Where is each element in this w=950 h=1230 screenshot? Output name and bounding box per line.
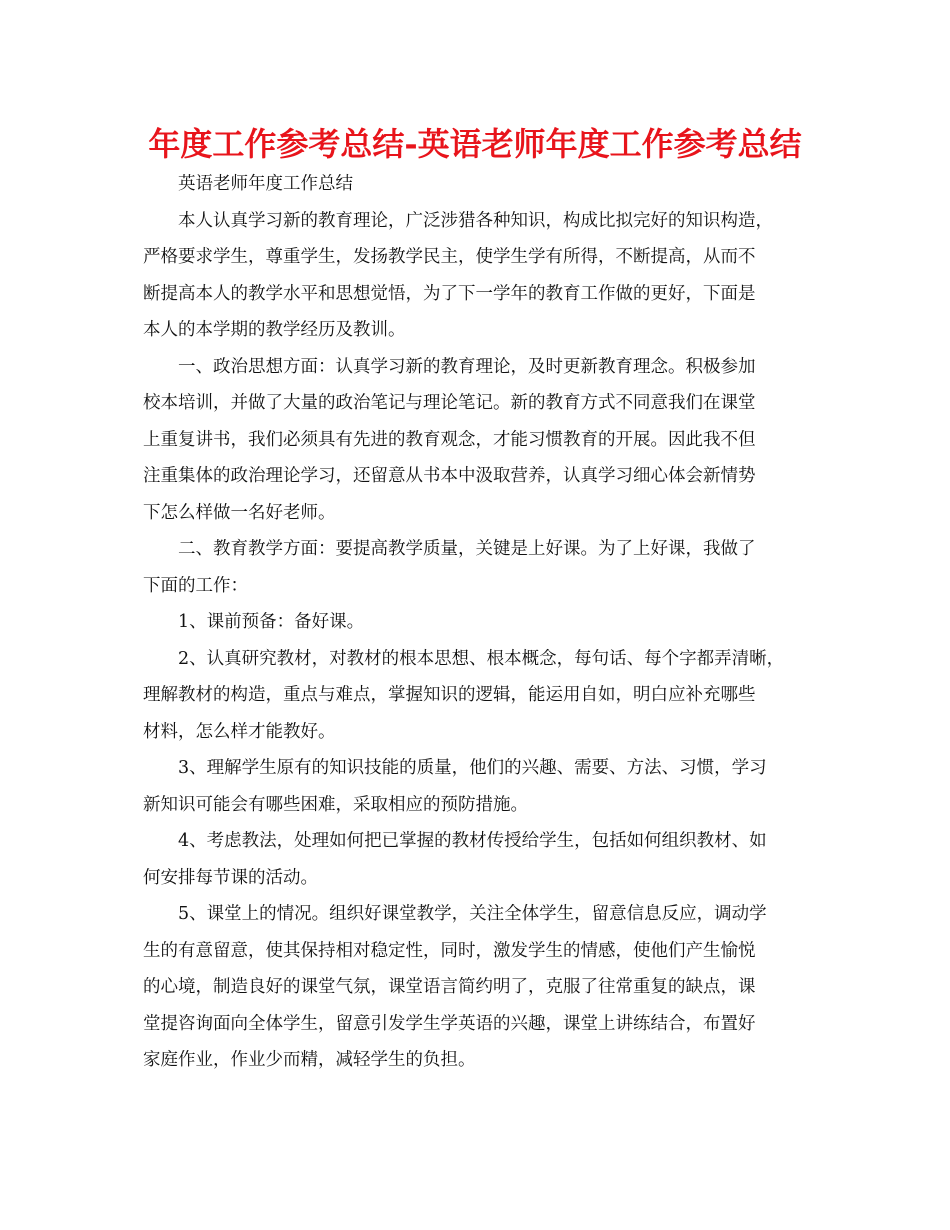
text-line: 本人认真学习新的教育理论，广泛涉猎各种知识，构成比拟完好的知识构造， <box>178 210 773 231</box>
text-line: 何安排每节课的活动。 <box>143 867 318 888</box>
text-line: 材料，怎么样才能教好。 <box>143 721 336 742</box>
text-line: 5、课堂上的情况。组织好课堂教学，关注全体学生，留意信息反应，调动学 <box>178 904 767 924</box>
text-line: 注重集体的政治理论学习，还留意从书本中汲取营养，认真学习细心体会新情势 <box>143 466 756 486</box>
text-line: 断提高本人的教学水平和思想觉悟，为了下一学年的教育工作做的更好，下面是 <box>143 283 756 304</box>
document-body <box>143 166 815 1079</box>
text-line: 生的有意留意，使其保持相对稳定性，同时，激发学生的情感，使他们产生愉悦 <box>143 940 756 961</box>
text-line: 下面的工作： <box>143 575 248 596</box>
text-line: 3、理解学生原有的知识技能的质量，他们的兴趣、需要、方法、习惯，学习 <box>178 758 767 778</box>
text-line: 本人的本学期的教学经历及教训。 <box>143 320 406 340</box>
text-line: 2、认真研究教材，对教材的根本思想、根本概念，每句话、每个字都弄清晰， <box>178 648 785 669</box>
text-line: 上重复讲书，我们必须具有先进的教育观念，才能习惯教育的开展。因此我不但 <box>143 429 756 450</box>
text-line: 一、政治思想方面：认真学习新的教育理论，及时更新教育理念。积极参加 <box>178 356 756 377</box>
text-line: 下怎么样做一名好老师。 <box>143 502 336 523</box>
text-line: 4、考虑教法，处理如何把已掌握的教材传授给学生，包括如何组织教材、如 <box>178 831 767 851</box>
text-line: 校本培训，并做了大量的政治笔记与理论笔记。新的教育方式不同意我们在课堂 <box>143 393 756 413</box>
document-title: 年度工作参考总结-英语老师年度工作参考总结 <box>148 125 802 163</box>
text-line: 理解教材的构造，重点与难点，掌握知识的逻辑，能运用自如，明白应补充哪些 <box>143 685 756 705</box>
text-line: 1、课前预备：备好课。 <box>178 612 365 632</box>
text-line: 英语老师年度工作总结 <box>178 174 353 194</box>
text-line: 新知识可能会有哪些困难，采取相应的预防措施。 <box>143 794 528 815</box>
text-line: 堂提咨询面向全体学生，留意引发学生学英语的兴趣，课堂上讲练结合，布置好 <box>143 1013 756 1034</box>
text-line: 家庭作业，作业少而精，减轻学生的负担。 <box>143 1050 476 1070</box>
text-line: 的心境，制造良好的课堂气氛，课堂语言简约明了，克服了往常重复的缺点，课 <box>143 977 756 997</box>
text-line: 二、教育教学方面：要提高教学质量，关键是上好课。为了上好课，我做了 <box>178 539 756 559</box>
text-line: 严格要求学生，尊重学生，发扬教学民主，使学生学有所得，不断提高，从而不 <box>143 247 756 267</box>
